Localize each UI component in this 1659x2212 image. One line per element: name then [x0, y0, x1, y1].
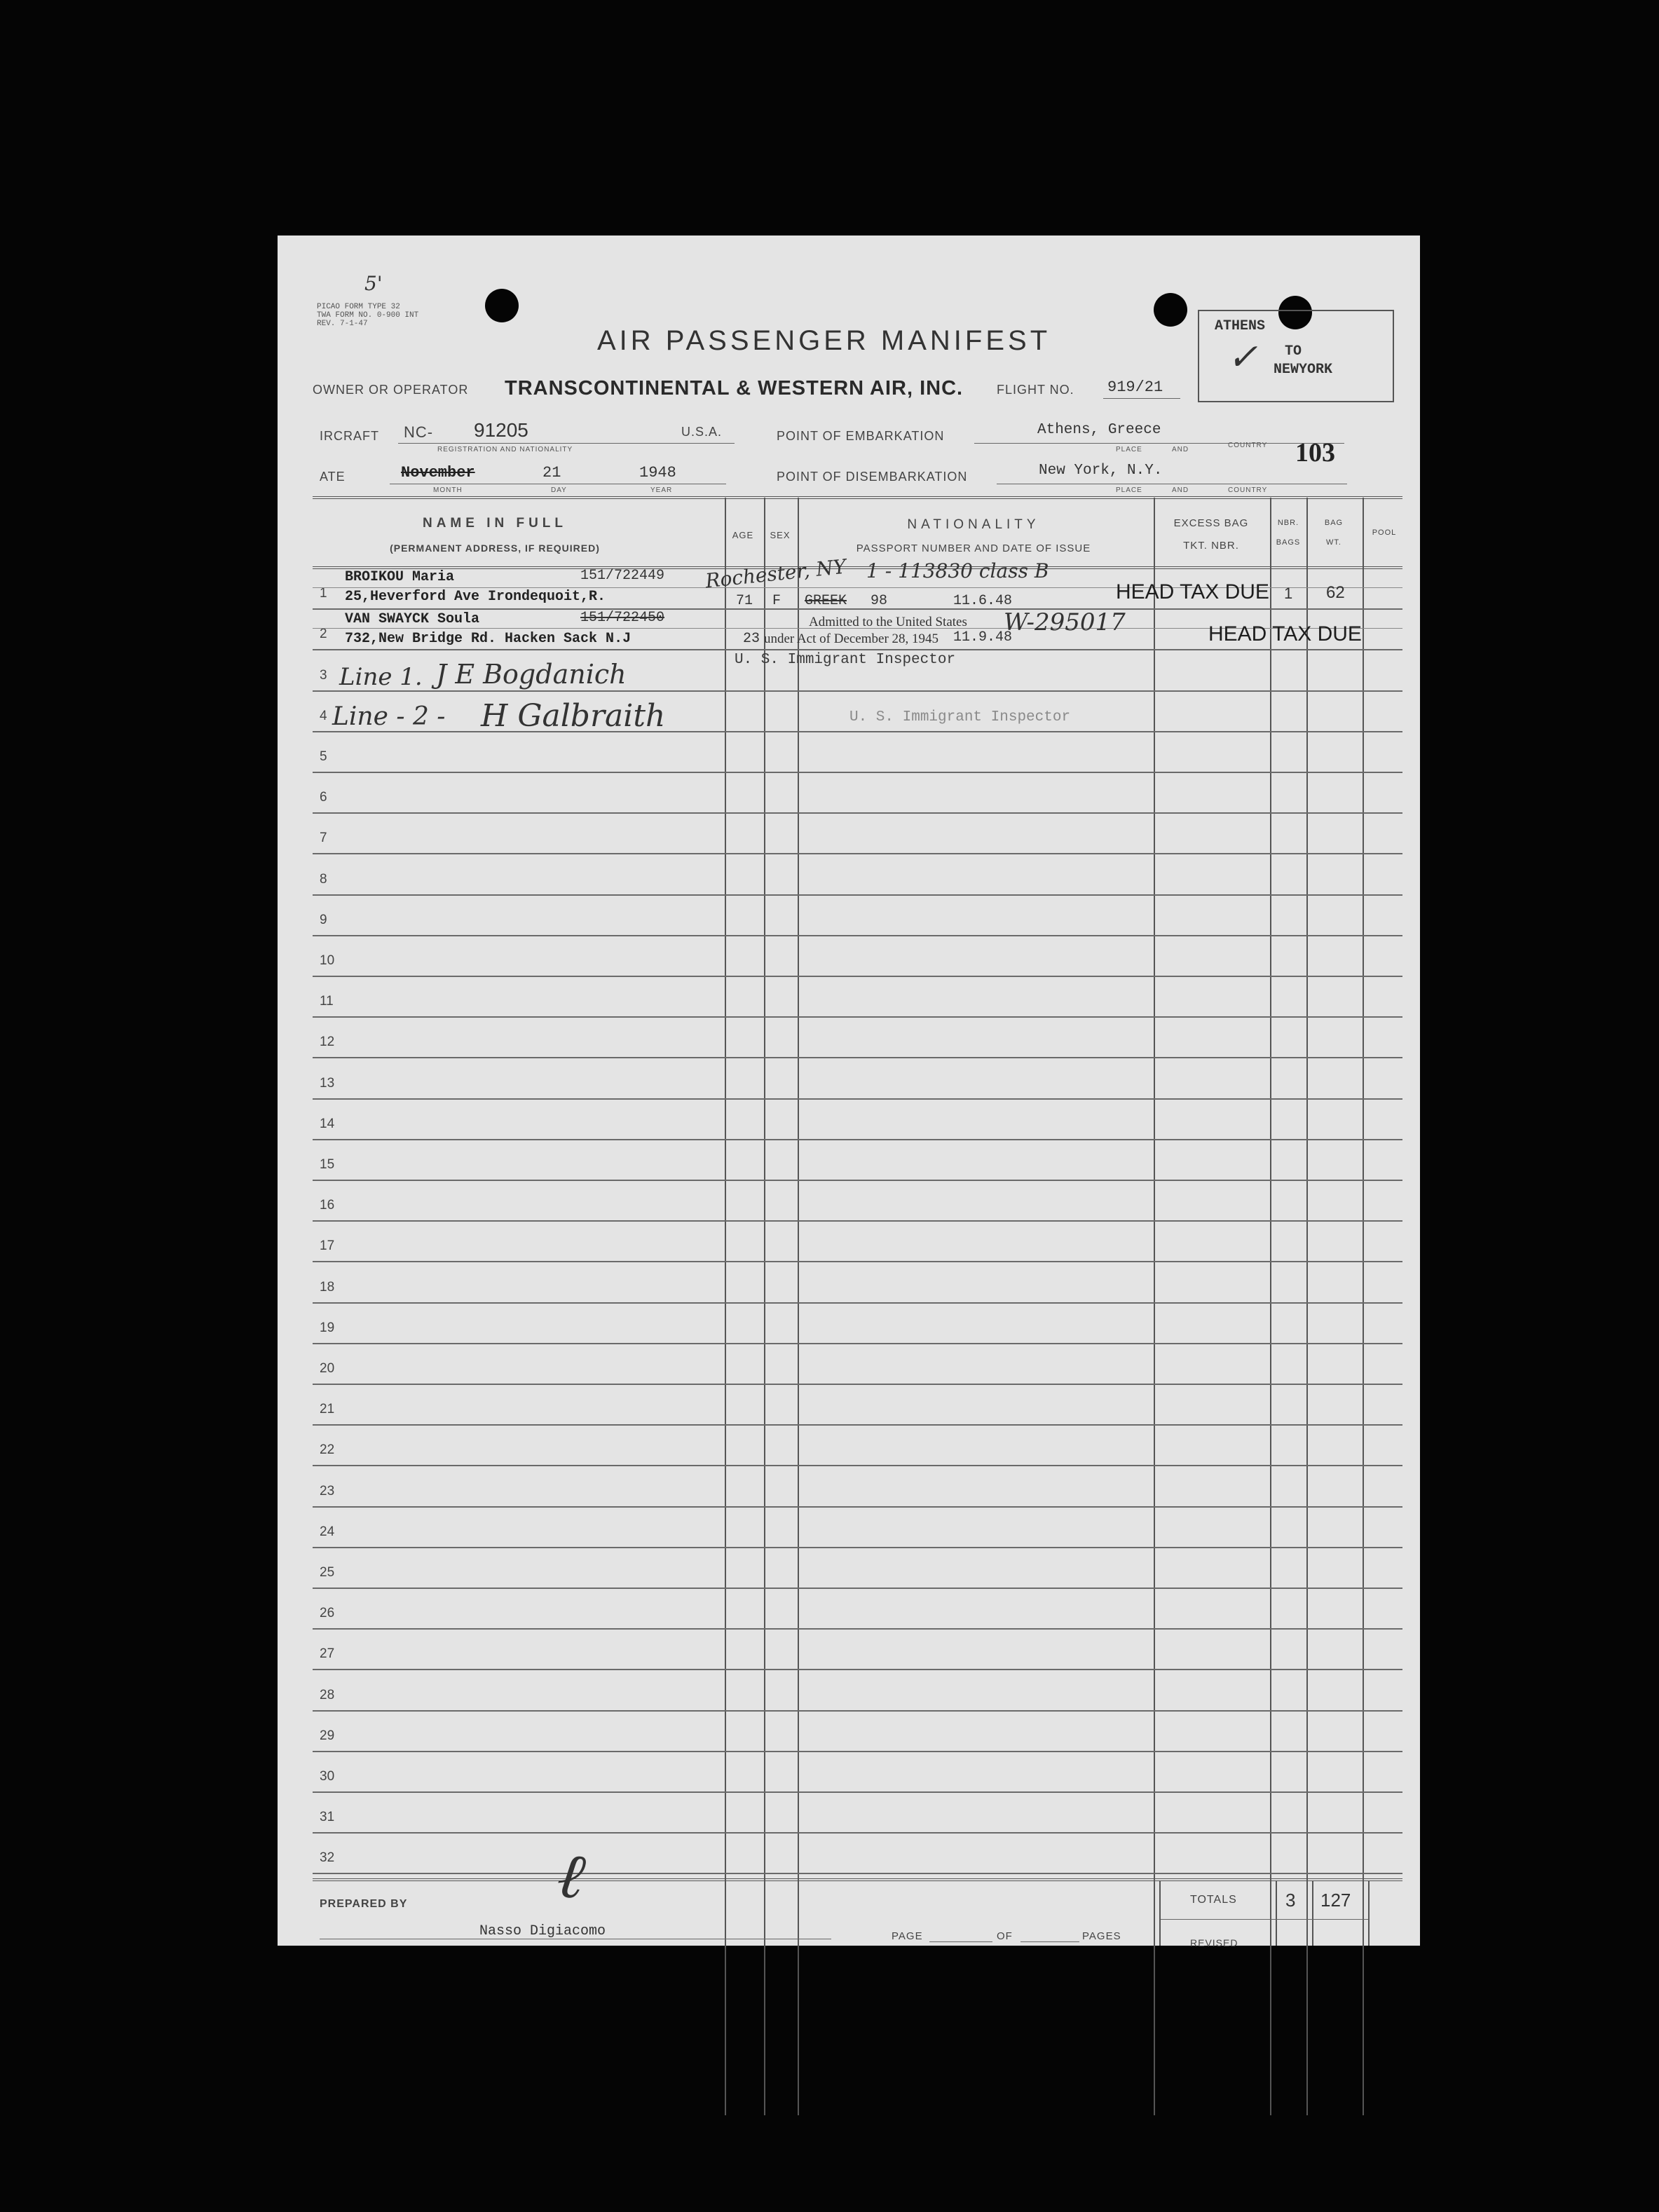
form-number-line: TWA FORM NO. 0-900 INT	[317, 311, 419, 320]
row-number: 4	[320, 709, 327, 723]
embark-label: POINT OF EMBARKATION	[777, 429, 945, 443]
row-number: 17	[320, 1238, 335, 1253]
passenger-2-issued: 11.9.48	[953, 629, 1013, 646]
aircraft-country: U.S.A.	[681, 425, 723, 439]
col-head-sex: SEX	[770, 530, 791, 540]
row-number: 28	[320, 1688, 335, 1702]
route-from: ATHENS	[1215, 318, 1266, 334]
row-rule	[313, 1220, 1402, 1222]
passenger-1-city-handwritten: Rochester, NY	[704, 554, 847, 593]
aircraft-prefix: NC-	[404, 423, 434, 441]
prepared-by-label: PREPARED BY	[320, 1898, 408, 1910]
passenger-1-weight: 62	[1326, 583, 1345, 602]
row-rule	[313, 1302, 1402, 1304]
total-weight: 127	[1320, 1890, 1351, 1911]
row-number: 11	[320, 994, 334, 1009]
row-rule	[313, 1628, 1402, 1630]
row-rule	[313, 1751, 1402, 1752]
totals-divider	[1159, 1881, 1161, 1946]
row-rule	[313, 935, 1402, 936]
date-year: 1948	[639, 464, 676, 482]
row-rule	[313, 731, 1402, 732]
passenger-2-age: 23	[743, 631, 760, 647]
totals-label: TOTALS	[1190, 1894, 1237, 1906]
row-number: 21	[320, 1402, 335, 1416]
passenger-2-ticket: 151/722450	[580, 610, 665, 626]
row-rule	[313, 894, 1402, 896]
row-number: 16	[320, 1198, 335, 1213]
aircraft-sub-label: REGISTRATION AND NATIONALITY	[437, 446, 573, 453]
embark-and-sub: AND	[1172, 446, 1189, 453]
row-rule	[313, 1506, 1402, 1508]
disembark-place-sub: PLACE	[1116, 486, 1142, 494]
row-number: 24	[320, 1524, 335, 1539]
row-number: 3	[320, 668, 327, 683]
col-head-pool: POOL	[1372, 528, 1397, 537]
row-rule	[313, 1098, 1402, 1100]
col-head-name-sub: (PERMANENT ADDRESS, IF REQUIRED)	[390, 542, 600, 554]
embark-place-sub: PLACE	[1116, 446, 1142, 453]
passenger-1-bags: 1	[1284, 585, 1293, 602]
flight-underline	[1103, 398, 1180, 399]
date-year-sub: YEAR	[650, 486, 673, 494]
manifest-number: 103	[1295, 438, 1335, 467]
signature-line-2-name: H Galbraith	[481, 698, 666, 734]
row-rule	[313, 1832, 1402, 1834]
date-month: November	[401, 464, 475, 482]
footer-top-rule	[313, 1878, 1402, 1881]
form-number-line: PICAO FORM TYPE 32	[317, 303, 400, 311]
punch-hole-left	[485, 289, 519, 322]
signature-line-1-name: J E Bogdanich	[436, 659, 627, 690]
passenger-2-name: VAN SWAYCK Soula	[345, 611, 480, 627]
row-number: 13	[320, 1076, 335, 1091]
passenger-1-sex: F	[772, 593, 781, 609]
admission-stamp-line: Admitted to the United States	[809, 615, 967, 629]
preparer-name: Nasso Digiacomo	[479, 1923, 606, 1939]
passenger-1-handwritten-note: 1 - 113830 class B	[866, 559, 1049, 582]
row-rule	[313, 976, 1402, 977]
passenger-1-issued: 11.6.48	[953, 593, 1013, 609]
row-rule	[313, 1384, 1402, 1385]
row-rule	[313, 608, 1402, 610]
route-to: NEWYORK	[1274, 362, 1333, 378]
row-rule	[313, 1710, 1402, 1712]
row-rule	[313, 1588, 1402, 1589]
row-number: 19	[320, 1320, 335, 1335]
disembark-value: New York, N.Y.	[1039, 463, 1163, 479]
date-day: 21	[542, 464, 561, 482]
embark-underline	[974, 443, 1344, 444]
disembark-and-sub: AND	[1172, 486, 1189, 494]
operator-name: TRANSCONTINENTAL & WESTERN AIR, INC.	[505, 377, 964, 400]
row-number: 31	[320, 1810, 335, 1824]
row-number: 8	[320, 872, 327, 887]
row-number: 1	[320, 586, 327, 601]
route-to-word: TO	[1285, 343, 1302, 360]
revised-label: REVISED	[1190, 1937, 1238, 1948]
row-rule	[313, 1139, 1402, 1140]
of-underline	[1020, 1941, 1079, 1942]
row-number: 29	[320, 1728, 335, 1743]
row-number: 22	[320, 1442, 335, 1457]
passenger-1-age: 71	[736, 593, 753, 609]
passenger-1-ticket: 151/722449	[580, 568, 665, 584]
totals-underline	[1161, 1919, 1368, 1920]
route-check-mark: ✓	[1227, 336, 1258, 378]
passenger-1-head-tax-stamp: HEAD TAX DUE	[1116, 580, 1269, 603]
aircraft-label: IRCRAFT	[320, 429, 379, 443]
col-head-passport: PASSPORT NUMBER AND DATE OF ISSUE	[856, 542, 1091, 554]
signature-line-2-label: Line - 2 -	[332, 702, 446, 731]
table-header-rule	[313, 566, 1402, 569]
punch-hole-right-a	[1154, 293, 1187, 327]
row-number: 20	[320, 1361, 335, 1376]
col-head-name: NAME IN FULL	[422, 516, 568, 531]
row-number: 23	[320, 1484, 335, 1498]
aircraft-underline	[398, 443, 735, 444]
admission-stamp	[764, 614, 967, 648]
corner-mark: 5'	[364, 272, 383, 295]
col-head-excess: EXCESS BAG	[1173, 517, 1249, 529]
admission-stamp-line: under Act of December 28, 1945	[764, 631, 939, 646]
row-rule	[313, 772, 1402, 773]
col-head-nbr: NBR.	[1277, 519, 1299, 527]
passenger-2-handwritten-note: W-295017	[1004, 608, 1126, 636]
disembark-country-sub: COUNTRY	[1228, 486, 1268, 494]
row-number: 6	[320, 790, 327, 805]
passenger-1-name: BROIKOU Maria	[345, 569, 455, 585]
owner-label: OWNER OR OPERATOR	[313, 383, 469, 397]
row-number: 26	[320, 1606, 335, 1620]
passenger-2-head-tax-stamp: HEAD TAX DUE	[1208, 622, 1362, 646]
flight-number: 919/21	[1107, 378, 1163, 396]
col-head-nationality: NATIONALITY	[907, 517, 1040, 532]
row-rule	[313, 853, 1402, 854]
row-rule	[313, 690, 1402, 692]
disembark-label: POINT OF DISEMBARKATION	[777, 470, 968, 484]
row-number: 27	[320, 1646, 335, 1661]
date-day-sub: DAY	[551, 486, 567, 494]
row-rule	[313, 1016, 1402, 1018]
embark-country-sub: COUNTRY	[1228, 442, 1268, 449]
passenger-1-address: 25,Heverford Ave Irondequoit,R.	[345, 589, 606, 605]
passenger-1-passport: 98	[871, 593, 888, 609]
form-number-line: REV. 7-1-47	[317, 320, 368, 328]
embark-value: Athens, Greece	[1037, 422, 1161, 438]
row-rule	[313, 1261, 1402, 1262]
row-number: 12	[320, 1035, 335, 1049]
col-head-bag: BAG	[1324, 519, 1344, 527]
signature-line-1-label: Line 1.	[339, 663, 423, 691]
totals-divider	[1312, 1881, 1313, 1946]
row-number: 15	[320, 1157, 335, 1172]
immigrant-inspector-stamp: U. S. Immigrant Inspector	[849, 709, 1071, 725]
totals-divider	[1368, 1881, 1370, 1946]
form-number	[317, 303, 418, 328]
row-rule	[313, 1873, 1402, 1874]
col-head-bag-sub: WT.	[1326, 538, 1341, 547]
row-rule	[313, 1057, 1402, 1058]
row-number: 25	[320, 1565, 335, 1580]
row-rule	[313, 1343, 1402, 1344]
pages-label: PAGES	[1082, 1930, 1121, 1942]
row-rule	[313, 1424, 1402, 1426]
row-number: 5	[320, 749, 327, 764]
row-rule	[313, 649, 1402, 650]
passenger-1-nationality: GREEK	[805, 593, 847, 609]
row-number: 32	[320, 1850, 335, 1865]
row-rule	[313, 1669, 1402, 1670]
flight-label: FLIGHT NO.	[997, 383, 1074, 397]
immigrant-inspector-stamp: U. S. Immigrant Inspector	[735, 652, 956, 668]
row-rule	[313, 1547, 1402, 1548]
row-number: 10	[320, 953, 335, 968]
date-label: ATE	[320, 470, 346, 484]
of-label: OF	[997, 1930, 1013, 1942]
row-rule	[313, 1791, 1402, 1793]
aircraft-number: 91205	[474, 419, 528, 441]
row-number: 7	[320, 831, 327, 845]
row-rule	[313, 1465, 1402, 1466]
table-top-rule	[313, 496, 1402, 499]
route-box	[1198, 310, 1394, 402]
row-rule	[313, 1180, 1402, 1181]
col-head-age: AGE	[732, 530, 754, 540]
manifest-sheet	[278, 235, 1420, 1946]
row-rule	[313, 812, 1402, 814]
row-number: 2	[320, 627, 327, 641]
total-bags: 3	[1285, 1890, 1296, 1911]
row-number: 30	[320, 1769, 335, 1784]
page-title: AIR PASSENGER MANIFEST	[597, 325, 1051, 356]
col-head-excess-sub: TKT. NBR.	[1183, 540, 1239, 552]
passenger-2-address: 732,New Bridge Rd. Hacken Sack N.J	[345, 631, 631, 647]
row-number: 18	[320, 1280, 335, 1295]
col-head-nbr-sub: BAGS	[1276, 538, 1301, 547]
totals-divider	[1276, 1881, 1277, 1946]
preparer-signature-mark: ℓ	[552, 1837, 589, 1915]
page-label: PAGE	[892, 1930, 923, 1942]
row-number: 14	[320, 1117, 335, 1131]
page-underline	[929, 1941, 992, 1942]
row-number: 9	[320, 913, 327, 927]
date-month-sub: MONTH	[433, 486, 463, 494]
